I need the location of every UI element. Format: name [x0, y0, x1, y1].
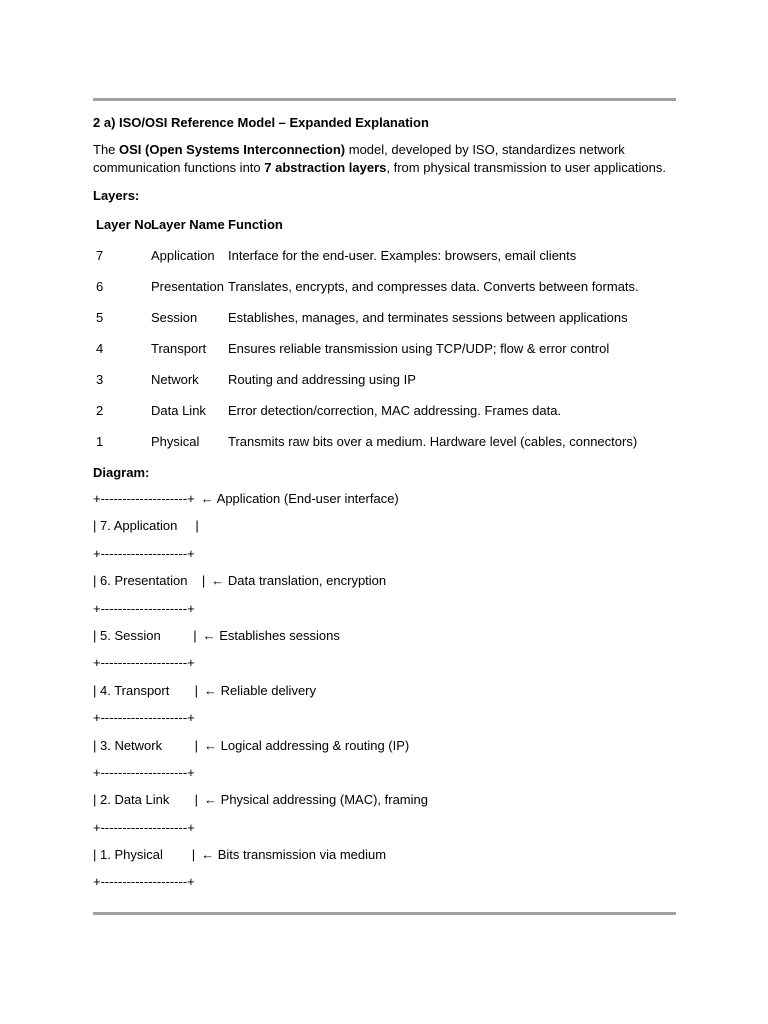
diagram-annotation: ← Physical addressing (MAC), framing	[204, 792, 428, 808]
diagram-box-text: +--------------------+	[93, 819, 195, 835]
diagram-box-text: +--------------------+	[93, 655, 195, 671]
layer-function: Ensures reliable transmission using TCP/UDP; flow & error control	[228, 341, 610, 356]
diagram-box-text: | 5. Session |	[93, 627, 197, 643]
layer-number: 7	[96, 248, 104, 263]
layer-number: 3	[96, 372, 104, 387]
diagram-box-text: +--------------------+	[93, 874, 195, 890]
diagram-line	[93, 738, 693, 765]
section-heading: 2 a) ISO/OSI Reference Model – Expanded Explanation	[93, 115, 429, 130]
diagram-line	[93, 710, 693, 737]
header-function: Function	[228, 217, 283, 232]
layer-name: Physical	[151, 434, 200, 449]
layer-function: Establishes, manages, and terminates sessions between applications	[228, 310, 628, 325]
diagram-line	[93, 655, 693, 682]
layers-label: Layers:	[93, 188, 140, 203]
intro-bold-layers: 7 abstraction layers	[264, 160, 387, 175]
table-header-row	[96, 217, 696, 248]
top-divider	[93, 98, 676, 101]
header-layer-name: Layer Name	[151, 217, 225, 232]
layer-function: Error detection/correction, MAC addressing. Frames data.	[228, 403, 562, 418]
bottom-divider	[93, 912, 676, 915]
diagram-box-text: +--------------------+	[93, 710, 195, 726]
layer-name: Application	[151, 248, 215, 263]
diagram-annotation: ← Bits transmission via medium	[201, 847, 387, 863]
layers-table	[96, 217, 696, 465]
table-row	[96, 341, 696, 372]
intro-text-3: , from physical transmission to user applications.	[386, 160, 667, 175]
diagram-annotation: ← Establishes sessions	[202, 627, 340, 643]
diagram-box-text: | 1. Physical |	[93, 847, 196, 863]
layer-number: 2	[96, 403, 104, 418]
layer-function: Routing and addressing using IP	[228, 372, 416, 387]
layer-number: 6	[96, 279, 104, 294]
layer-function: Interface for the end-user. Examples: browsers, email clients	[228, 248, 577, 263]
diagram-line	[93, 628, 693, 655]
layer-name: Data Link	[151, 403, 206, 418]
diagram-line	[93, 573, 693, 600]
diagram-box-text: +--------------------+	[93, 600, 195, 616]
diagram-annotation: ← Logical addressing & routing (IP)	[204, 737, 410, 753]
diagram-box-text: +--------------------+	[93, 545, 195, 561]
diagram-box-text: +--------------------+	[93, 764, 195, 780]
diagram-line	[93, 491, 693, 518]
table-row	[96, 403, 696, 434]
layer-name: Network	[151, 372, 199, 387]
diagram-box-text: +--------------------+	[93, 491, 195, 506]
diagram-line	[93, 518, 693, 545]
diagram-box-text: | 2. Data Link |	[93, 792, 199, 808]
table-row	[96, 248, 696, 279]
diagram-box-text: | 4. Transport |	[93, 682, 199, 698]
table-row	[96, 279, 696, 310]
table-row	[96, 434, 696, 465]
intro-paragraph	[93, 141, 683, 177]
diagram-box-text: | 3. Network |	[93, 737, 199, 753]
diagram-line	[93, 820, 693, 847]
layer-number: 4	[96, 341, 104, 356]
diagram-line	[93, 792, 693, 819]
layer-name: Presentation	[151, 279, 224, 294]
layer-name: Session	[151, 310, 198, 325]
intro-text-2: model, developed by ISO, standardizes network communication functions into	[93, 142, 625, 175]
table-row	[96, 310, 696, 341]
diagram-annotation: ← Application (End-user interface)	[200, 491, 399, 506]
diagram-line	[93, 546, 693, 573]
diagram-annotation: ← Data translation, encryption	[211, 573, 387, 589]
intro-text-1: The	[93, 142, 120, 157]
diagram-box-text: | 7. Application |	[93, 518, 199, 534]
layer-number: 1	[96, 434, 104, 449]
osi-ascii-diagram	[93, 491, 693, 902]
diagram-line	[93, 765, 693, 792]
layer-number: 5	[96, 310, 104, 325]
table-row	[96, 372, 696, 403]
diagram-line	[93, 874, 693, 901]
intro-bold-osi: OSI (Open Systems Interconnection)	[119, 142, 346, 157]
diagram-line	[93, 601, 693, 628]
diagram-annotation: ← Reliable delivery	[204, 682, 317, 698]
layer-function: Transmits raw bits over a medium. Hardware level (cables, connectors)	[228, 434, 638, 449]
layer-name: Transport	[151, 341, 207, 356]
diagram-box-text: | 6. Presentation |	[93, 573, 206, 589]
layer-function: Translates, encrypts, and compresses data. Converts between formats.	[228, 279, 639, 294]
diagram-label: Diagram:	[93, 465, 150, 480]
diagram-line	[93, 683, 693, 710]
header-layer-no: Layer No	[96, 217, 152, 232]
diagram-line	[93, 847, 693, 874]
